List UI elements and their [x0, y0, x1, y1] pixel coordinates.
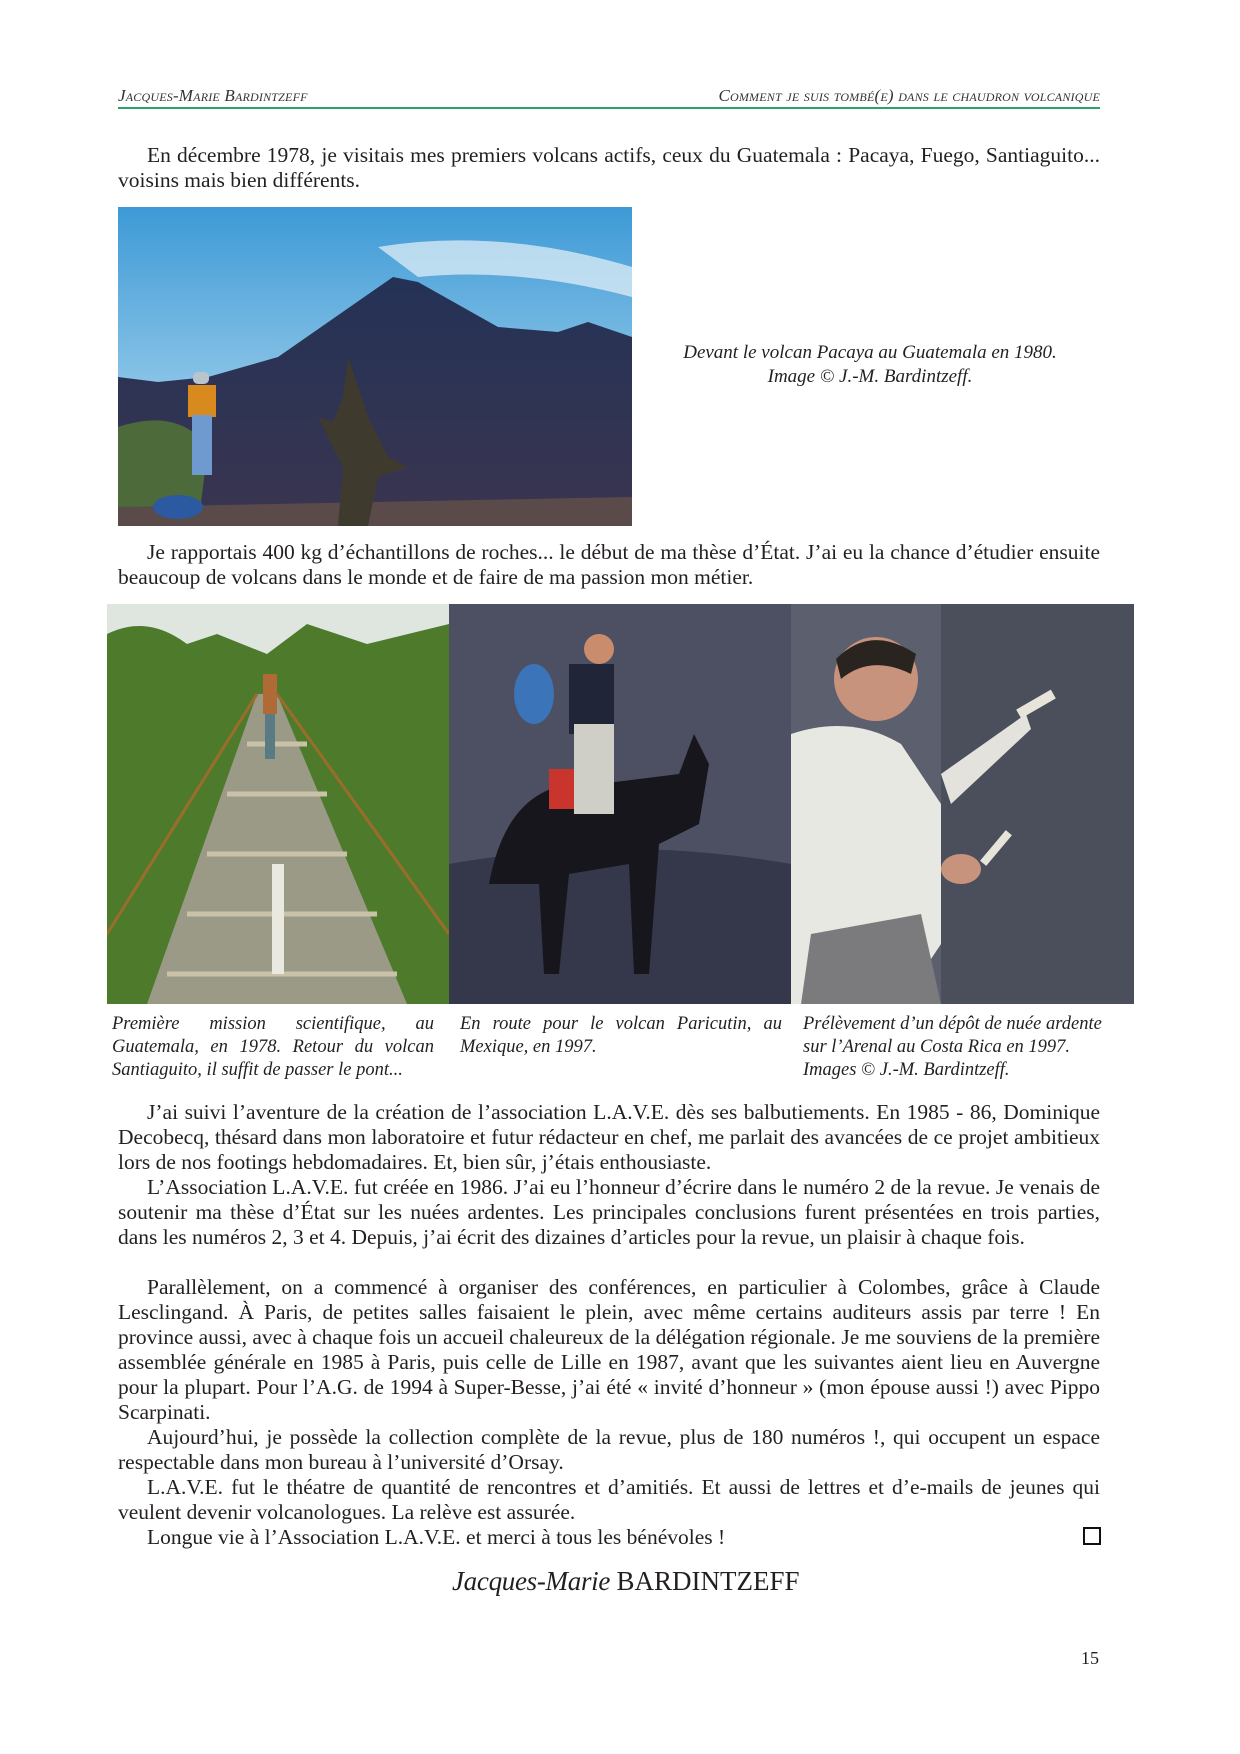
body-paragraph-closing: Longue vie à l’Association L.A.V.E. et merci à tous les bénévoles !	[147, 1525, 726, 1549]
photo-suspension-bridge	[107, 604, 449, 1004]
header-article-title: Comment je suis tombé(e) dans le chaudron volcanique	[718, 86, 1100, 105]
end-of-article-square-icon	[1083, 1527, 1101, 1545]
caption-sampling-photo: Prélèvement d’un dépôt de nuée ardente sur l’Arenal au Costa Rica en 1997. Images © J.-M. Bardintzeff.	[803, 1014, 1102, 1080]
header-rule	[118, 107, 1100, 109]
signature-last-name: BARDINTZEFF	[616, 1566, 800, 1596]
body-paragraph-association-founded: L’Association L.A.V.E. fut créée en 1986. J’ai eu l’honneur d’écrire dans le numéro 2 de la revue. Je venais de soutenir ma thèse d’État sur les nuées ardentes. Les principales conclusions furent présentées en trois parties, dans les numéros 2, 3 et 4. Depuis, j’ai écrit des dizaines d’articles pour la revue, un plaisir à chaque fois.	[118, 1175, 1100, 1249]
second-paragraph: Je rapportais 400 kg d’échantillons de roches... le début de ma thèse d’État. J’ai eu la chance d’étudier ensuite beaucoup de volcans dans le monde et de faire de ma passion mon métier.	[118, 540, 1100, 589]
page-number: 15	[1081, 1648, 1099, 1668]
body-paragraph-collection: Aujourd’hui, je possède la collection complète de la revue, plus de 180 numéros !, qui occupent un espace respectable dans mon bureau à l’université d’Orsay.	[118, 1425, 1100, 1474]
figure1-caption	[660, 341, 1080, 389]
signature	[452, 1566, 800, 1597]
running-header	[118, 86, 1100, 106]
photo-sampling-deposit	[791, 604, 1134, 1004]
caption-bridge-photo: Première mission scientifique, au Guatemala, en 1978. Retour du volcan Santiaguito, il suffit de passer le pont...	[112, 1014, 434, 1080]
intro-paragraph: En décembre 1978, je visitais mes premiers volcans actifs, ceux du Guatemala : Pacaya, Fuego, Santiaguito... voisins mais bien différents.	[118, 143, 1100, 192]
figure1-caption-line1: Devant le volcan Pacaya au Guatemala en 1980.	[683, 342, 1057, 363]
body-paragraph-lave-creation: J’ai suivi l’aventure de la création de l’association L.A.V.E. dès ses balbutiements. En 1985 - 86, Dominique Decobecq, thésard dans mon laboratoire et futur rédacteur en chef, me parlait des avancées de ce projet ambitieux lors de nos footings hebdomadaires. Et, bien sûr, j’étais enthousiaste.	[118, 1100, 1100, 1174]
signature-first-name: Jacques-Marie	[452, 1566, 611, 1596]
photo-pacaya-volcano	[118, 207, 632, 526]
body-paragraph-encounters: L.A.V.E. fut le théatre de quantité de rencontres et d’amitiés. Et aussi de lettres et d’e-mails de jeunes qui veulent devenir volcanologues. La relève est assurée.	[118, 1475, 1100, 1524]
caption-horse-photo: En route pour le volcan Paricutin, au Mexique, en 1997.	[460, 1014, 782, 1057]
figure1-caption-credit: Image © J.-M. Bardintzeff.	[767, 366, 973, 387]
photo-horse-ride	[449, 604, 791, 1004]
body-paragraph-conferences: Parallèlement, on a commencé à organiser des conférences, en particulier à Colombes, grâce à Claude Lesclingand. À Paris, de petites salles faisaient le plein, avec même certains auditeurs assis par terre ! En province aussi, avec à chaque fois un accueil chaleureux de la délégation régionale. Je me souviens de la première assemblée générale en 1985 à Paris, puis celle de Lille en 1987, avant que les suivantes aient lieu en Auvergne pour la plupart. Pour l’A.G. de 1994 à Super-Besse, j’ai été « invité d’honneur » (mon épouse aussi !) avec Pippo Scarpinati.	[118, 1275, 1100, 1424]
header-author: Jacques-Marie Bardintzeff	[118, 86, 308, 105]
